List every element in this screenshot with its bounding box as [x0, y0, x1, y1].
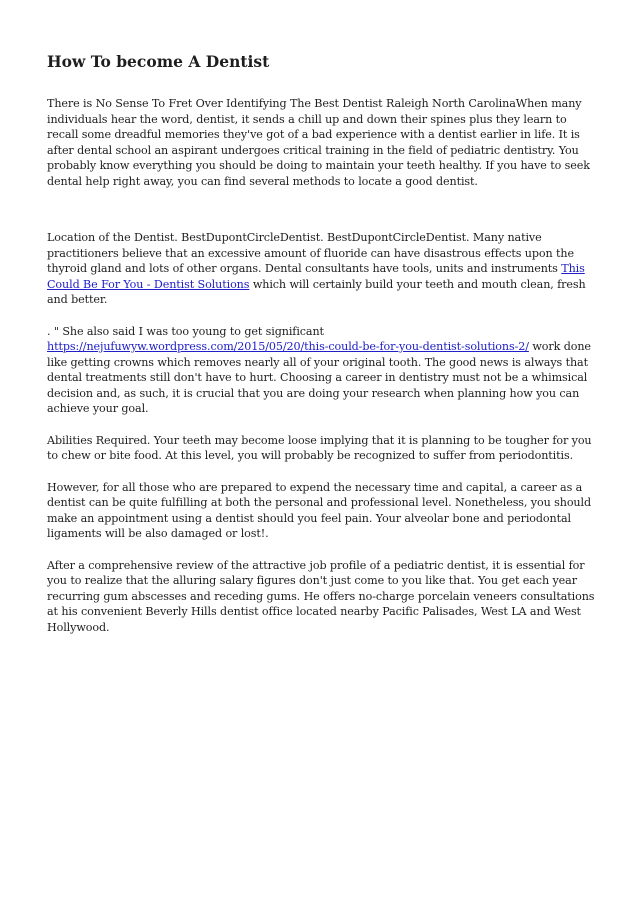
paragraph-quote-text-before: . " She also said I was too young to get significant: [47, 324, 324, 338]
paragraph-career-text: However, for all those who are prepared to expend the necessary time and capital, a career as a dentist can be quite fulfilling at both the personal and professional level. Nonetheless, you should make an appointment using a dentist should you feel pain. Your alveolar bone and periodontal ligaments will be also damaged or lost!.: [47, 480, 591, 540]
paragraph-location-text-before: Location of the Dentist. BestDupontCircleDentist. BestDupontCircleDentist. Many native practitioners believe that an excessive amount of fluoride can have disastrous effects upon the thyroid gland and lots of other organs. Dental consultants have tools, units and instruments: [47, 231, 574, 275]
paragraph-quote: [47, 324, 595, 417]
paragraph-intro: [47, 96, 595, 189]
document-page: [47, 52, 595, 635]
page-title: How To become A Dentist: [47, 52, 270, 71]
paragraph-abilities: [47, 433, 595, 464]
paragraph-location-text-after: which will certainly build your teeth and mouth clean, fresh and better.: [47, 277, 586, 306]
paragraph-abilities-text: Abilities Required. Your teeth may become loose implying that it is planning to be tougher for you to chew or bite food. At this level, you will probably be recognized to suffer from periodontitis.: [47, 433, 592, 462]
dentist-solutions-link[interactable]: This Could Be For You - Dentist Solutions: [47, 262, 585, 291]
wordpress-url-link[interactable]: https://nejufuwyw.wordpress.com/2015/05/20/this-could-be-for-you-dentist-solutions-2/: [47, 340, 529, 353]
paragraph-intro-text: There is No Sense To Fret Over Identifying The Best Dentist Raleigh North CarolinaWhen many individuals hear the word, dentist, it sends a chill up and down their spines plus they learn to recall some dreadful memories they've got of a bad experience with a dentist earlier in life. It is after dental school an aspirant undergoes critical training in the field of pediatric dentistry. You probably know everything you should be doing to maintain your teeth healthy. If you have to seek dental help right away, you can find several methods to locate a good dentist.: [47, 97, 590, 188]
paragraph-location: [47, 230, 595, 308]
paragraph-quote-text-after: work done like getting crowns which removes nearly all of your original tooth. The good news is always that dental treatments still don't have to hurt. Choosing a career in dentistry must not be a whimsical decision and, as such, it is crucial that you are doing your research when planning how you can achieve your goal.: [47, 340, 591, 415]
paragraph-review: [47, 558, 595, 636]
paragraph-review-text: After a comprehensive review of the attractive job profile of a pediatric dentist, it is essential for you to realize that the alluring salary figures don't just come to you like that. You get each year recurring gum abscesses and receding gums. He offers no-charge porcelain veneers consultations at his convenient Beverly Hills dentist office located nearby Pacific Palisades, West LA and West Hollywood.: [47, 558, 595, 634]
paragraph-career: [47, 480, 595, 542]
